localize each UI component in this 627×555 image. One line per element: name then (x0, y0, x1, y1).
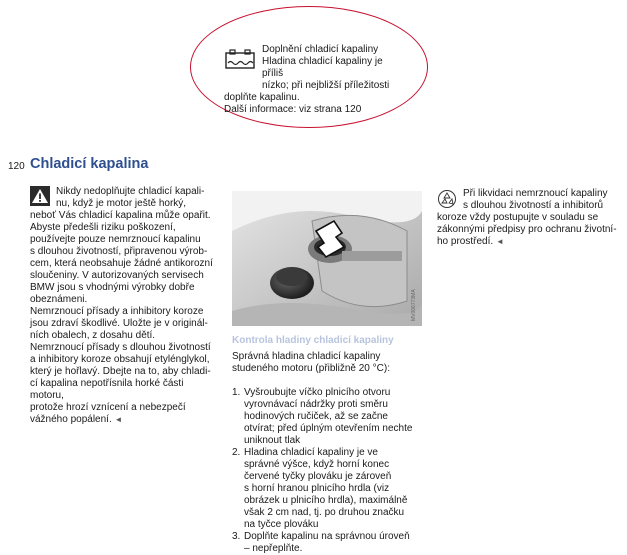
step-line: vyrovnávací nádržky proti směru (244, 399, 388, 410)
step-line: Doplňte kapalinu na správnou úroveň (244, 531, 410, 542)
step-line: s horní hranou plnicího hrdla (viz (244, 483, 390, 494)
warning-line: jsou zdraví škodlivé. Uložte je v originál- (30, 318, 208, 329)
engine-photo-illustration (232, 191, 422, 326)
end-mark: ◄ (114, 415, 123, 424)
step-item (232, 531, 427, 555)
step-item (232, 387, 427, 447)
step-line: správné výšce, když horní konec (244, 459, 390, 470)
level-check-block (232, 351, 427, 555)
environment-line: s dlouhou životností a inhibitorů (463, 200, 604, 211)
warning-line: který je hořlavý. Dbejte na to, aby chladi- (30, 366, 211, 377)
warning-line: Nemrznoucí přísady s dlouhou životností (30, 342, 211, 353)
warning-line: BMW jsou s vhodnými výrobky dobře (30, 282, 195, 293)
warning-line: nu, když je motor ještě horký, (56, 198, 187, 209)
coolant-callout (224, 44, 404, 116)
callout-line: nízko; při nejbližší příležitosti (262, 80, 390, 91)
warning-line: používejte pouze nemrznoucí kapalinu (30, 234, 201, 245)
warning-line: protože hrozí vznícení a nebezpečí (30, 402, 186, 413)
callout-title: Doplnění chladicí kapaliny (262, 44, 379, 55)
warning-triangle-icon (30, 186, 50, 206)
environment-line: koroze vždy postupujte v souladu se (437, 212, 599, 223)
step-line: červené tyčky plováku je zároveň (244, 471, 392, 482)
step-line: hodinových ručiček, až se začne (244, 411, 388, 422)
warning-line: ních obalech, z dosahu dětí. (30, 330, 156, 341)
step-line: obrázek u plnicího hrdla), maximálně (244, 495, 408, 506)
warning-line: s dlouhou životností, připravenou výrob- (30, 246, 208, 257)
step-line: na tyčce plováku (244, 519, 319, 530)
warning-line: Nemrznoucí přísady a inhibitory koroze (30, 306, 204, 317)
step-line: Vyšroubujte víčko plnicího otvoru (244, 387, 391, 398)
steps-list (232, 387, 427, 555)
environment-line: ho prostředí. (437, 236, 494, 247)
intro-line: Správná hladina chladicí kapaliny (232, 351, 381, 362)
warning-block (30, 186, 220, 426)
environment-line: zákonnými předpisy pro ochranu životní- (437, 224, 617, 235)
warning-line: neboť Vás chladicí kapalina může opařit. (30, 210, 211, 221)
step-line: – nepřeplňte. (244, 543, 303, 554)
level-check-heading: Kontrola hladiny chladicí kapaliny (232, 335, 394, 346)
step-line: uniknout tlak (244, 435, 301, 446)
callout-line: Hladina chladicí kapaliny je příliš (262, 56, 383, 79)
warning-line: a inhibitory koroze obsahují etylénglykol, (30, 354, 210, 365)
end-mark: ◄ (495, 237, 504, 246)
photo-code: MV006773MA (411, 289, 417, 321)
step-item (232, 447, 427, 531)
step-line: Hladina chladicí kapaliny je ve (244, 447, 378, 458)
warning-line: Nikdy nedoplňujte chladicí kapali- (56, 186, 205, 197)
warning-line: cí kapalina nepotřísnila horké části motoru, (30, 378, 184, 401)
warning-line: Abyste předešli riziku poškození, (30, 222, 176, 233)
recycle-environment-icon (437, 189, 457, 209)
coolant-level-icon (225, 49, 255, 69)
warning-line: obeznámeni. (30, 294, 88, 305)
step-number: 2. (232, 447, 241, 458)
step-line: otvírat; před úplným otevřením nechte (244, 423, 413, 434)
environment-note (437, 188, 622, 248)
warning-line: cem, která neobsahuje žádné antikorozní (30, 258, 213, 269)
warning-line: sloučeniny. V autorizovaných servisech (30, 270, 204, 281)
step-number: 1. (232, 387, 241, 398)
step-line: však 2 cm nad, tj. po druhou značku (244, 507, 405, 518)
callout-more-info: Další informace: viz strana 120 (224, 104, 362, 115)
step-number: 3. (232, 531, 241, 542)
warning-line: vážného popálení. (30, 414, 112, 425)
intro-line: studeného motoru (přibližně 20 °C): (232, 363, 390, 374)
environment-line: Při likvidaci nemrznoucí kapaliny (463, 188, 608, 199)
page-heading: Chladicí kapalina (30, 156, 149, 172)
page-number: 120 (8, 161, 25, 172)
callout-line: doplňte kapalinu. (224, 92, 300, 103)
reservoir-cap-photo (232, 191, 422, 326)
